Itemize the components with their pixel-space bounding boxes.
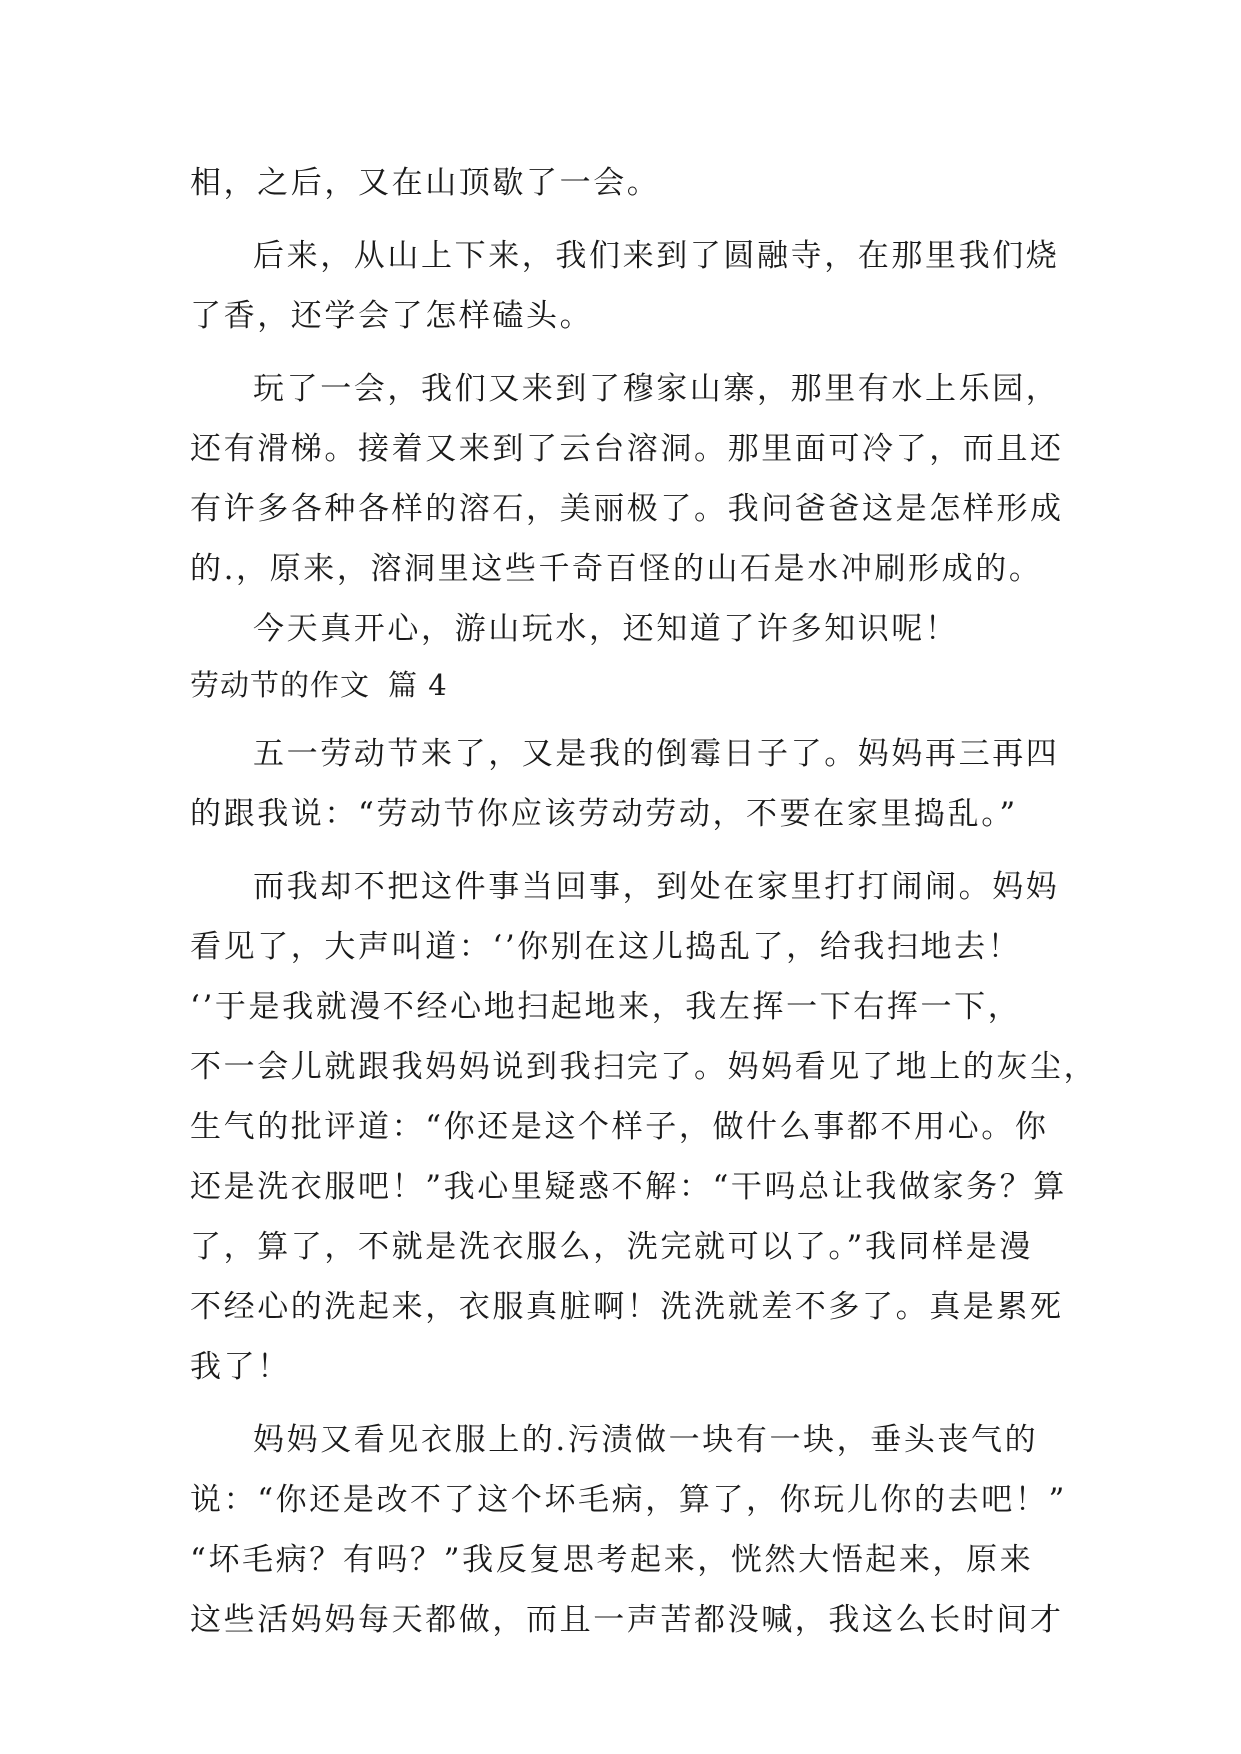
paragraph-line: 不经心的洗起来，衣服真脏啊！洗洗就差不多了。真是累死 [190,1289,1064,1325]
paragraph-line: 而我却不把这件事当回事，到处在家里打打闹闹。妈妈 [253,869,1060,905]
paragraph-line: 看见了，大声叫道：‘’你别在这儿捣乱了，给我扫地去！ [190,929,1022,965]
paragraph-line: 我了！ [190,1349,291,1385]
paragraph-line: 不一会儿就跟我妈妈说到我扫完了。妈妈看见了地上的灰尘， [190,1049,1098,1085]
paragraph-line: “坏毛病？有吗？”我反复思考起来，恍然大悟起来，原来 [190,1542,1034,1578]
heading-number: 篇 4 [388,668,448,702]
paragraph-line: 还有滑梯。接着又来到了云台溶洞。那里面可冷了，而且还 [190,431,1064,467]
section-heading [190,659,1060,711]
paragraph-line: ‘’于是我就漫不经心地扫起地来，我左挥一下右挥一下， [190,989,1022,1025]
document-page [190,153,1098,1650]
paragraph-line: 说：“你还是改不了这个坏毛病，算了，你玩儿你的去吧！” [190,1482,1067,1518]
paragraph-line: 相，之后，又在山顶歇了一会。 [190,165,661,201]
paragraph-line: 妈妈又看见衣服上的.污渍做一块有一块，垂头丧气的 [253,1422,1039,1458]
paragraph-line: 了香，还学会了怎样磕头。 [190,298,594,334]
paragraph-line: 还是洗衣服吧！”我心里疑惑不解：“干吗总让我做家务？算 [190,1169,1067,1205]
paragraph-line: 的.，原来，溶洞里这些千奇百怪的山石是水冲刷形成的。 [190,551,1043,587]
paragraph-line: 了，算了，不就是洗衣服么，洗完就可以了。”我同样是漫 [190,1229,1033,1265]
paragraph-line: 这些活妈妈每天都做，而且一声苦都没喊，我这么长时间才 [190,1602,1064,1638]
paragraph-line: 玩了一会，我们又来到了穆家山寨，那里有水上乐园， [253,371,1060,407]
paragraph-line: 有许多各种各样的溶石，美丽极了。我问爸爸这是怎样形成 [190,491,1064,527]
paragraph-line: 生气的批评道：“你还是这个样子，做什么事都不用心。你 [190,1109,1049,1145]
paragraph-line: 今天真开心，游山玩水，还知道了许多知识呢！ [253,611,959,647]
paragraph-line: 的跟我说：“劳动节你应该劳动劳动，不要在家里捣乱。” [190,796,1018,832]
heading-title: 劳动节的作文 [190,668,371,702]
paragraph-line: 五一劳动节来了，又是我的倒霉日子了。妈妈再三再四 [253,736,1060,772]
paragraph-line: 后来，从山上下来，我们来到了圆融寺，在那里我们烧 [253,238,1060,274]
